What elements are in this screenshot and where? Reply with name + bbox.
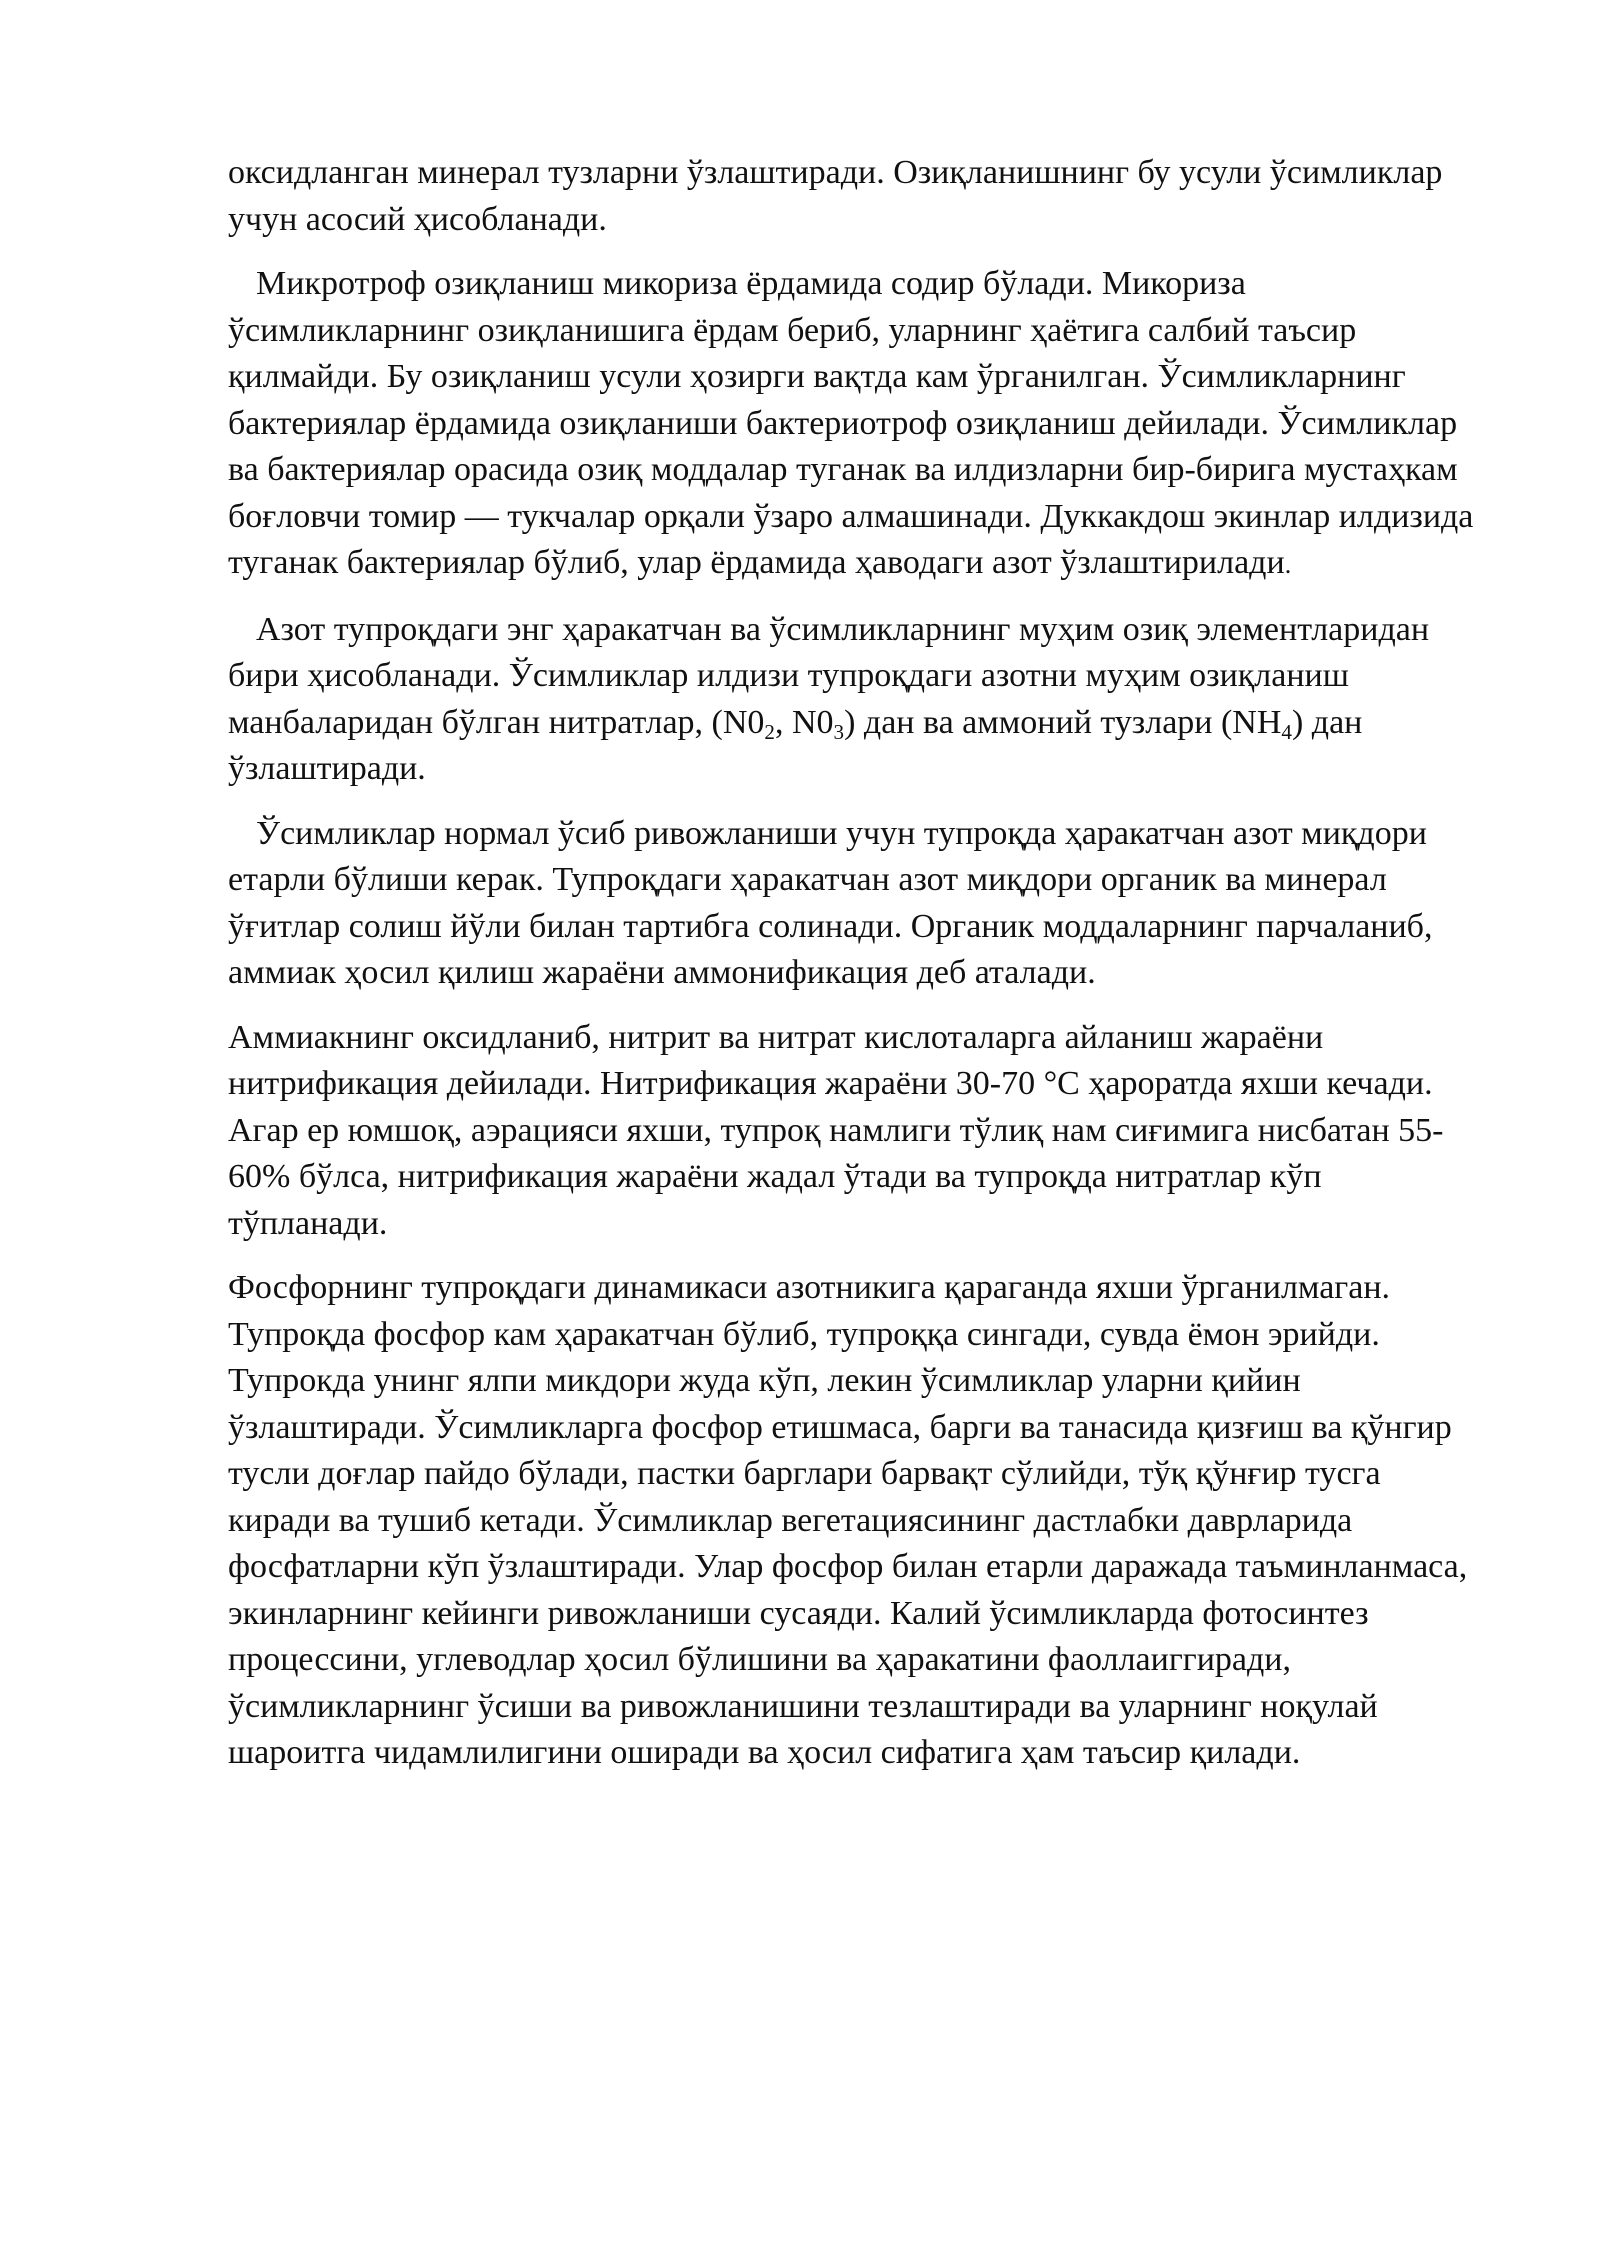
subscript-no3: 3 <box>833 719 845 744</box>
paragraph-1: оксидланган минерал тузларни ўзлаштиради. Озиқланишнинг бу усули ўсимликлар учун асосий ҳисобланади. <box>228 154 1443 238</box>
paragraph-3-part-3: ) дан ва аммоний тузлари (NH <box>844 703 1282 741</box>
document-page <box>228 150 1488 1795</box>
paragraph-2-text: Микротроф озиқланиш микориза ёрдамида содир бўлади. Микориза ўсимликларнинг озиқланишига ёрдам бериб, уларнинг ҳаётига салбий таъсир қилмайди. Бу озиқланиш усули ҳозирги вақтда кам ўрганилган. Ўсимликларнинг бактериялар ёрдамида озиқланиши бактериотроф озиқланиш дейилади. Ўсимликлар ва бактериялар орасида озиқ моддалар туганак ва илдизларни бир-бирига мустаҳкам боғловчи томир — тукчалар орқали ўзаро алмашинади. Дуккакдош экинлар илдизида туганак бактериялар бўлиб, улар ёрдамида ҳаводаги азот ўзлаштирилади <box>228 265 1474 581</box>
paragraph-5: Аммиакнинг оксидланиб, нитрит ва нитрат кислоталарга айланиш жараёни нитрификация дейилади. Нитрификация жараёни 30-70 °С ҳароратда яхши кечади. Агар ер юмшоқ, аэрацияси яхши, тупроқ намлиги тўлиқ нам сиғимига нисбатан 55-60% бўлса, нитрификация жараёни жадал ўтади ва тупроқда нитратлар кўп тўпланади. <box>228 1018 1444 1242</box>
subscript-nh4: 4 <box>1281 719 1292 744</box>
paragraph-3 <box>228 607 1488 793</box>
paragraph-3-part-1: Азот тупроқдаги энг ҳаракатчан ва ўсимликларнинг муҳим озиқ элементларидан бири ҳисобланади. Ўсимликлар илдизи тупроқдаги азотни муҳим озиқланиш манбаларидан бўлган нитратлар, (N0 <box>228 610 1430 741</box>
paragraph-2-tail: . <box>1284 550 1292 579</box>
paragraph-3-part-2: , N0 <box>774 703 834 741</box>
paragraph-4: Ўсимликлар нормал ўсиб ривожланиши учун тупроқда ҳаракатчан азот миқдори етарли бўлиши керак. Тупроқдаги ҳаракатчан азот миқдори органик ва минерал ўғитлар солиш йўли билан тартибга солинади. Органик моддаларнинг парчаланиб, аммиак ҳосил қилиш жараёни аммонификация деб аталади. <box>228 814 1433 991</box>
paragraph-2 <box>228 261 1488 589</box>
paragraph-3-part-4: ) дан ўзлаштиради. <box>228 703 1363 787</box>
paragraph-6: Фосфорнинг тупроқдаги динамикаси азотникига қараганда яхши ўрганилмаган. Тупроқда фосфор кам ҳаракатчан бўлиб, тупроққа сингади, сувда ёмон эрийди. Тупрокда унинг ялпи микдори жуда кўп, лекин ўсимликлар уларни қийин ўзлаштиради. Ўсимликларга фосфор етишмаса, барги ва танасида қизғиш ва қўнгир тусли доғлар пайдо бўлади, пастки барглари барвақт сўлийди, тўқ қўнғир тусга киради ва тушиб кетади. Ўсимликлар вегетациясининг дастлабки даврларида фосфатларни кўп ўзлаштиради. Улар фосфор билан етарли даражада таъминланмаса, экинларнинг кейинги ривожланиши сусаяди. Калий ўсимликларда фотосинтез процессини, углеводлар ҳосил бўлишини ва ҳаракатини фаоллаиггиради, ўсимликларнинг ўсиши ва ривожланишини тезлаштиради ва уларнинг ноқулай шароитга чидамлилигини оширади ва ҳосил сифатига ҳам таъсир қилади. <box>228 1269 1468 1771</box>
subscript-no2: 2 <box>764 719 775 744</box>
